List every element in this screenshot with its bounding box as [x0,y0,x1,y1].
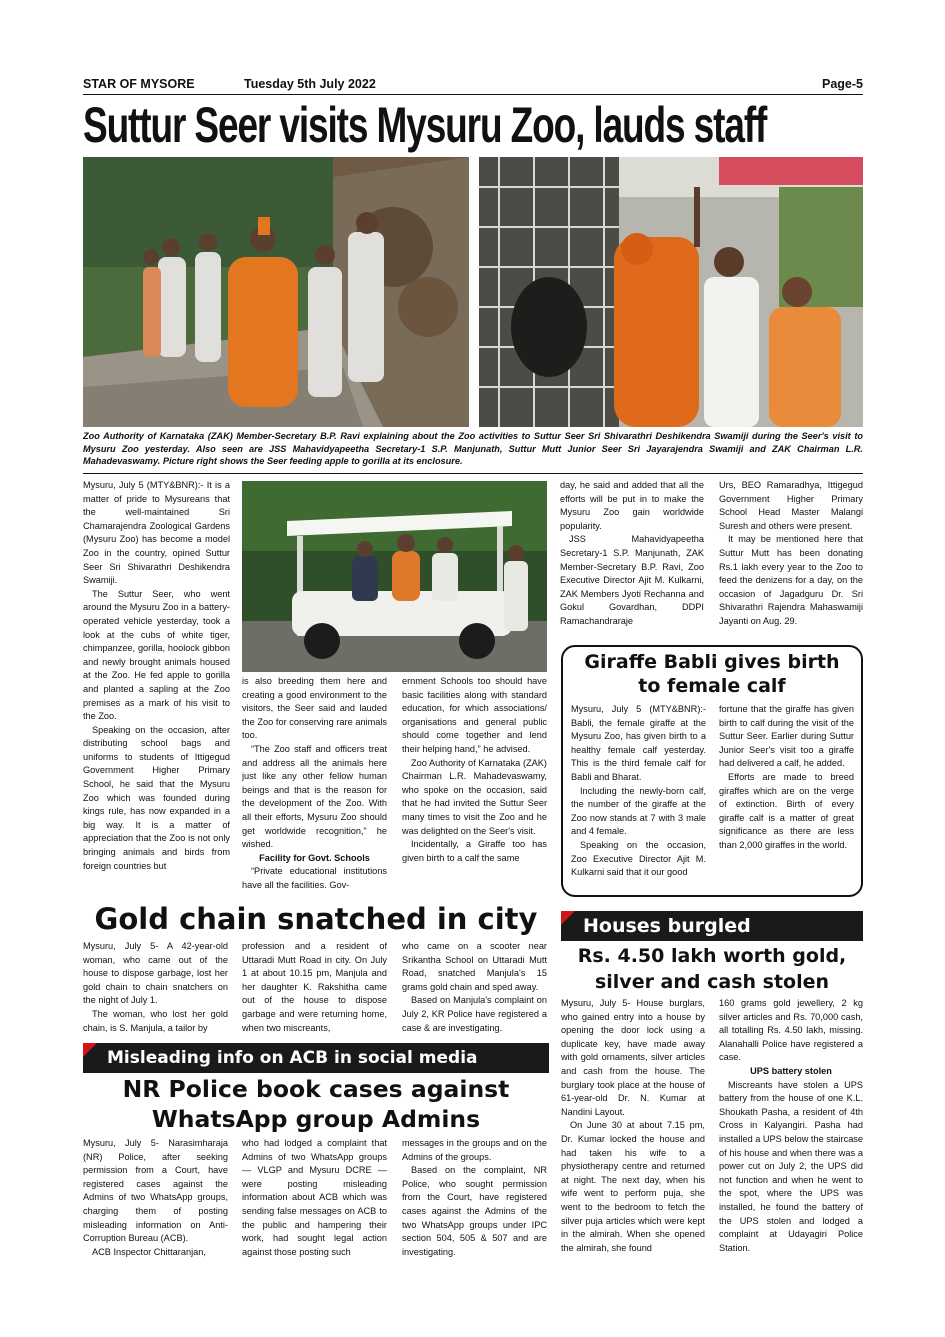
lead-col1-para: Speaking on the occasion, after distributing school bags and uniforms to students of Ittigegud Government Higher Primary School, he said that the Mysuru Zoo which was founded during kings rule, has now expanded in a big way. It is a matter of appreciation that the Zoo is not only bringing animals and birds from foreign countries but [83,724,230,871]
burglary-headline-line: Rs. 4.50 lakh worth gold, [577,945,847,967]
gold-col1-para: Mysuru, July 5- A 42-year-old woman, who came out of the house to dispose garbage, lost her gold chain to chain snatchers on the night of July 1. [83,941,228,1006]
red-flag-icon [561,911,575,925]
giraffe-headline-line: Giraffe Babli gives birth [584,651,840,673]
burglary-headline-line: silver and cash stolen [594,971,830,993]
lead-column-2 [242,675,387,899]
lead-headline: Suttur Seer visits Mysuru Zoo, lauds staff [83,97,767,153]
lead-col3-para: Zoo Authority of Karnataka (ZAK) Chairman L.R. Mahadevaswamy, who spoke on the occasion, said that he had invited the Suttur Seer many times to visit the Zoo and he was delighted on the Seer's visit. [402,757,547,836]
giraffe-column-1 [571,703,706,889]
burglary-kicker-text: Houses burgled [583,915,751,937]
acb-col1-para: ACB Inspector Chittaranjan, [92,1246,206,1257]
acb-column-3 [402,1137,547,1267]
lead-column-1 [83,479,230,899]
lead-column-5 [719,479,863,639]
lead-subhead-govt-schools: Facility for Govt. Schools [259,852,370,863]
lead-col2-para: “The Zoo staff and officers treat and address all the animals here just like any other fellow human beings and that is the reason for the development of the Zoo. With all their efforts, Mysuru Zoo should get worldwide recognition,” he wished. [242,743,387,850]
giraffe-headline-line: to female calf [638,675,786,697]
gold-column-3 [402,940,547,1036]
page-number: Page-5 [822,77,863,91]
giraffe-col2-para: Efforts are made to breed giraffes which are on the verge of extinction. Birth of every giraffe calf is a matter of great significance as there are less than 2,000 giraffes in the world. [719,771,854,850]
lead-col4-para: day, he said and added that all the efforts will be put in to make the Mysuru Zoo gain worldwide popularity. [560,480,704,531]
burglary-subhead-ups: UPS battery stolen [750,1065,832,1076]
photo-seer-in-buggy [242,481,547,672]
acb-col3-para: messages in the groups and on the Admins of the groups. [402,1138,547,1162]
lead-col4-para: JSS Mahavidyapeetha Secretary-1 S.P. Manjunath, ZAK Member-Secretary B.P. Ravi, Zoo Executive Director Ajit M. Kulkarni, ZAK Members Jyoti Rechanna and Gokul Govardhan, DDPI Ramachandraraje [560,534,704,626]
burglary-column-1 [561,997,705,1267]
giraffe-column-2 [719,703,854,889]
burglary-kicker-bar [561,911,863,941]
giraffe-col2-para: fortune that the giraffe has given birth to calf during the visit of the Suttur Seer. Earlier during Suttur Junior Seer's visit too a giraffe had delivered a calf, he added. [719,704,854,769]
masthead-paper-name: STAR OF MYSORE [83,77,195,91]
lead-column-4 [560,479,704,639]
acb-kicker-bar [83,1043,549,1073]
gold-col3-para: Based on Manjula's complaint on July 2, KR Police have registered a case & are investigating. [402,995,547,1033]
lead-col5-para: Urs, BEO Ramaradhya, Ittigegud Government Higher Primary School Head Master Malangi Suresh and others were present. [719,480,863,531]
lead-column-3 [402,675,547,899]
acb-col1-para: Mysuru, July 5- Narasimharaja (NR) Police, after seeking permission from a Court, have registered cases against the Admins of two WhatsApp groups, charging them of posting misleading information on Anti-Corruption Bureau (ACB). [83,1138,228,1244]
lead-col3-para: ernment Schools too should have basic facilities along with standard education, for which associations/ organisations and general public should come together and lend their helping hand,” he advised. [402,676,547,754]
lead-photo-caption: Zoo Authority of Karnataka (ZAK) Member-Secretary B.P. Ravi explaining about the Zoo activities to Suttur Seer Sri Shivarathri Deshikendra Swamiji during the Seer's visit to Mysuru Zoo yesterday. Also seen are JSS Mahavidyapeetha Secretary-1 S.P. Manjunath, Suttur Mutt Junior Seer Sri Jayarajendra Swamiji and ZAK Chairman L.R. Mahadevaswamy. Picture right shows the Seer feeding apple to gorilla at its enclosure. [83,431,863,467]
burglary-headline [561,943,863,995]
photo-seer-walking [83,157,469,427]
burglary-col2-para: 160 grams gold jewellery, 2 kg silver articles and Rs. 70,000 cash, all totalling Rs. 4.50 lakh, missing. Alanahalli Police have registered a case. [719,998,863,1063]
photo-seer-feeding-gorilla [479,157,863,427]
lead-col3-para: Incidentally, a Giraffe too has given birth to a calf the same [402,839,547,863]
burglary-column-2 [719,997,863,1267]
acb-col2-para: who had lodged a complaint that Admins of two WhatsApp groups — VLGP and Mysuru DCRE — were posting misleading information about ACB which was sending false messages on ACB to the public and hampering their work, had sought legal action against those posting such [242,1138,387,1257]
giraffe-col1-para: Speaking on the occasion, Zoo Executive Director Ajit M. Kulkarni said that it our good [571,839,706,878]
lead-col2-para: is also breeding them here and creating a good environment to the visitors, the Seer said and lauded the Zoo for conserving rare animals too. [242,676,387,741]
acb-headline-line: NR Police book cases against [122,1075,510,1103]
lead-col5-para: It may be mentioned here that Suttur Mutt has been donating Rs.1 lakh every year to the Zoo to feed the denizens for a day, on the occasion of Jagadguru Dr. Sri Shivarathri Rajendra Mahaswamiji Jayanti on Aug. 29. [719,534,863,626]
gold-chain-headline: Gold chain snatched in city [94,902,538,936]
burglary-col1-para: Mysuru, July 5- House burglars, who gained entry into a house by opening the door lock using a duplicate key, have made away with gold ornaments, silver articles and cash from the house. The burglary took place at the house of 61-year-old Dr. N. Kumar at Nandini Layout. [561,998,705,1117]
gold-col1-para: The woman, who lost her gold chain, is S. Manjula, a tailor by [83,1008,228,1033]
gold-column-2 [242,940,387,1036]
acb-column-1 [83,1137,228,1267]
header-rule [83,94,863,95]
gold-column-1 [83,940,228,1036]
red-flag-icon [83,1043,97,1057]
acb-kicker-text: Misleading info on ACB in social media [107,1048,478,1068]
burglary-col1-para: On June 30 at about 7.15 pm, Dr. Kumar locked the house and had taken his wife to a physiotherapy centre and returned at night. The next day, when his wife went to perform puja, she went to the bedroom to fetch the silver puja articles which were kept in the almirah. When she opened the almirah, she found [561,1120,705,1253]
gold-col2-para: profession and a resident of Uttaradi Mutt Road in city. On July 1 at about 10.15 pm, Manjula and her daughter K. Rakshitha came out of the house to dispose garbage and were returning home, when two miscreants, [242,941,387,1033]
giraffe-headline [566,650,858,698]
lead-col1-para: The Suttur Seer, who went around the Mysuru Zoo in a battery-operated vehicle yesterday, took a look at the cubs of white tiger, chimpanzee, gorilla, hoolock gibbon and newly brought animals housed at the Zoo. He fed apple to gorilla and planted a sapling at the Zoo premises as a mark of his visit to the Zoo. [83,588,230,722]
gold-col3-para: who came on a scooter near Srikantha School on Uttaradi Mutt Road, snatched Manjula's 15 grams gold chain and sped away. [402,941,547,992]
acb-headline [83,1074,549,1134]
caption-rule [83,473,863,474]
acb-column-2 [242,1137,387,1267]
lead-col2-para: “Private educational institutions have all the facilities. Gov- [242,866,387,890]
acb-col3-para: Based on the complaint, NR Police, who sought permission from the Court, have registered cases against the Admins of the two WhatsApp groups under IPC section 504, 505 & 507 and are investigating. [402,1165,547,1257]
lead-col1-para: Mysuru, July 5 (MTY&BNR):- It is a matter of pride to Mysureans that the well-maintained Sri Chamarajendra Zoological Gardens (Mysuru Zoo) has become a model Zoo in the country, opined Suttur Seer Sri Shivarathri Deshikendra Swamiji. [83,480,230,586]
giraffe-col1-para: Mysuru, July 5 (MTY&BNR):- Babli, the female giraffe at the Mysuru Zoo, has given birth to a healthy female calf yesterday. This is the third female calf for Babli and Bharat. [571,704,706,782]
acb-headline-line: WhatsApp group Admins [151,1105,481,1133]
issue-date: Tuesday 5th July 2022 [244,77,376,91]
giraffe-col1-para: Including the newly-born calf, the number of the giraffe at the Zoo now stands at 7 with 3 male and 4 female. [571,785,706,837]
lead-headline-box [83,97,863,153]
burglary-col2-para: Miscreants have stolen a UPS battery from the house of one K.L. Shoukath Pasha, a resident of 4th Cross in Kalyangiri. Pasha had installed a UPS below the staircase of his house and when there was a power cut on July 2, the UPS did not function and when he went to the spot, where the UPS was installed, he found the battery of the UPS stolen and lodged a complaint at Udayagiri Police Station. [719,1079,863,1253]
